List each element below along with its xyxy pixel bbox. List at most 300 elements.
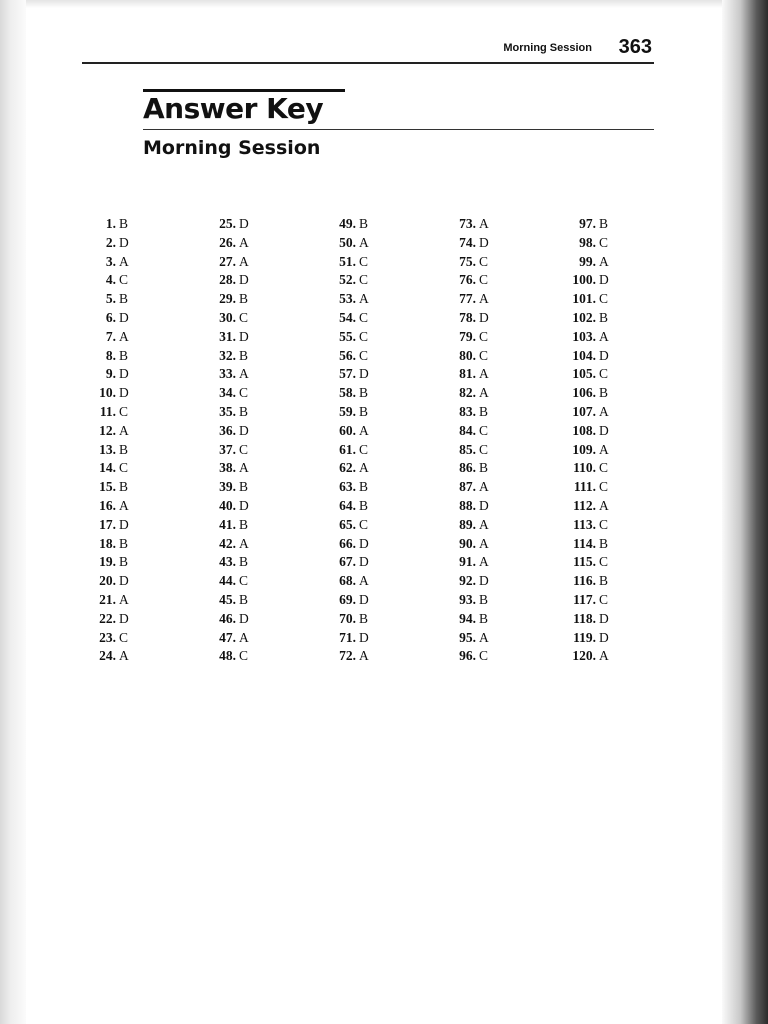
answer-item — [540, 572, 660, 591]
answer-item — [180, 497, 300, 516]
answer-letter: C — [599, 234, 609, 250]
answer-item — [540, 516, 660, 535]
question-number: 76. — [459, 272, 476, 288]
answer-item — [60, 422, 180, 441]
answer-letter: D — [119, 573, 129, 589]
answer-letter: B — [239, 403, 249, 419]
answer-letter: D — [359, 629, 369, 645]
question-number: 35. — [219, 403, 236, 419]
question-number: 79. — [459, 328, 476, 344]
question-number: 22. — [99, 610, 116, 626]
answer-item — [60, 215, 180, 234]
question-number: 68. — [339, 573, 356, 589]
answer-item — [60, 553, 180, 572]
question-number: 99. — [579, 253, 596, 269]
question-number: 7. — [105, 328, 116, 344]
answer-letter: D — [239, 216, 249, 231]
answer-letter: C — [239, 648, 249, 664]
answer-item — [300, 384, 420, 403]
question-number: 67. — [339, 554, 356, 570]
answer-item — [300, 610, 420, 629]
answer-letter: D — [479, 234, 489, 250]
answer-item — [300, 309, 420, 328]
answer-letter: D — [599, 610, 609, 626]
answer-item — [540, 309, 660, 328]
answer-item — [180, 234, 300, 253]
answer-letter: A — [479, 535, 489, 551]
question-number: 63. — [339, 479, 356, 495]
question-number: 45. — [219, 591, 236, 607]
question-number: 41. — [219, 516, 236, 532]
answer-item — [300, 591, 420, 610]
answer-item — [420, 365, 540, 384]
answer-letter: D — [119, 234, 129, 250]
answer-letter: C — [599, 591, 609, 607]
question-number: 119. — [573, 629, 596, 645]
answer-letter: D — [599, 629, 609, 645]
answer-item — [60, 535, 180, 554]
answer-letter: A — [479, 366, 489, 382]
answer-item — [300, 478, 420, 497]
question-number: 103. — [572, 328, 596, 344]
answer-item — [420, 328, 540, 347]
answer-letter: B — [359, 479, 369, 495]
answer-letter: A — [239, 460, 249, 476]
answer-letter: C — [119, 272, 129, 288]
question-number: 78. — [459, 309, 476, 325]
answer-letter: A — [239, 366, 249, 382]
question-number: 16. — [99, 497, 116, 513]
answer-item — [420, 347, 540, 366]
question-number: 65. — [339, 516, 356, 532]
question-number: 2. — [105, 234, 116, 250]
answer-letter: A — [359, 648, 369, 664]
answer-item — [60, 516, 180, 535]
answer-letter: C — [599, 460, 609, 476]
answer-item — [420, 572, 540, 591]
answer-letter: B — [119, 441, 129, 457]
question-number: 46. — [219, 610, 236, 626]
answer-letter: B — [119, 554, 129, 570]
question-number: 42. — [219, 535, 236, 551]
answer-letter: C — [479, 422, 489, 438]
question-number: 75. — [459, 253, 476, 269]
answer-item — [420, 403, 540, 422]
question-number: 23. — [99, 629, 116, 645]
question-number: 10. — [99, 385, 116, 401]
answer-letter: C — [479, 253, 489, 269]
answer-letter: A — [599, 497, 609, 513]
answer-letter: C — [479, 347, 489, 363]
answer-letter: A — [359, 573, 369, 589]
answer-letter: C — [479, 328, 489, 344]
question-number: 34. — [219, 385, 236, 401]
question-number: 4. — [105, 272, 116, 288]
answer-item — [60, 347, 180, 366]
answer-letter: D — [599, 422, 609, 438]
answer-letter: C — [119, 629, 129, 645]
answer-letter: C — [239, 309, 249, 325]
answer-item — [60, 309, 180, 328]
answer-letter: D — [479, 573, 489, 589]
question-number: 11. — [99, 403, 116, 419]
answer-item — [420, 535, 540, 554]
answer-item — [60, 478, 180, 497]
question-number: 38. — [219, 460, 236, 476]
answer-item — [60, 610, 180, 629]
answer-letter: B — [359, 497, 369, 513]
answer-item — [180, 459, 300, 478]
answer-item — [420, 478, 540, 497]
answer-item — [180, 441, 300, 460]
answer-letter: A — [479, 385, 489, 401]
question-number: 25. — [219, 216, 236, 231]
answer-letter: B — [239, 516, 249, 532]
answer-letter: A — [479, 291, 489, 307]
answer-letter: C — [119, 460, 129, 476]
question-number: 92. — [459, 573, 476, 589]
answer-letter: D — [359, 366, 369, 382]
answer-item — [540, 253, 660, 272]
answer-letter: A — [239, 234, 249, 250]
answer-item — [540, 610, 660, 629]
question-number: 56. — [339, 347, 356, 363]
question-number: 69. — [339, 591, 356, 607]
answer-item — [420, 422, 540, 441]
question-number: 36. — [219, 422, 236, 438]
answer-letter: B — [239, 554, 249, 570]
title-rule-bottom — [143, 129, 654, 130]
answer-item — [420, 384, 540, 403]
question-number: 85. — [459, 441, 476, 457]
question-number: 32. — [219, 347, 236, 363]
question-number: 5. — [105, 291, 116, 307]
answer-letter: D — [239, 328, 249, 344]
question-number: 106. — [572, 385, 596, 401]
answer-item — [180, 347, 300, 366]
answer-item — [420, 290, 540, 309]
question-number: 66. — [339, 535, 356, 551]
answer-item — [60, 253, 180, 272]
answer-column — [540, 215, 660, 666]
answer-item — [60, 290, 180, 309]
answer-item — [300, 234, 420, 253]
question-number: 117. — [573, 591, 596, 607]
question-number: 20. — [99, 573, 116, 589]
answer-letter: A — [479, 216, 489, 231]
question-number: 72. — [339, 648, 356, 664]
question-number: 49. — [339, 216, 356, 231]
answer-letter: B — [479, 610, 489, 626]
answer-letter: D — [239, 422, 249, 438]
answer-letter: A — [239, 535, 249, 551]
scan-left-edge — [0, 0, 26, 1024]
question-number: 59. — [339, 403, 356, 419]
answer-item — [540, 365, 660, 384]
answer-column — [420, 215, 540, 666]
answer-letter: A — [599, 648, 609, 664]
answer-item — [540, 535, 660, 554]
question-number: 43. — [219, 554, 236, 570]
answer-letter: A — [359, 422, 369, 438]
answer-item — [60, 403, 180, 422]
question-number: 90. — [459, 535, 476, 551]
answer-letter: A — [479, 479, 489, 495]
question-number: 97. — [579, 216, 596, 231]
answer-item — [420, 441, 540, 460]
question-number: 98. — [579, 234, 596, 250]
answer-item — [180, 478, 300, 497]
question-number: 95. — [459, 629, 476, 645]
answer-item — [60, 328, 180, 347]
answer-letter: B — [359, 385, 369, 401]
answer-letter: C — [599, 291, 609, 307]
answer-letter: B — [359, 610, 369, 626]
answer-item — [180, 422, 300, 441]
answer-letter: A — [119, 253, 129, 269]
question-number: 29. — [219, 291, 236, 307]
question-number: 105. — [572, 366, 596, 382]
answer-letter: D — [239, 497, 249, 513]
answer-letter: C — [359, 328, 369, 344]
answer-item — [420, 647, 540, 666]
question-number: 58. — [339, 385, 356, 401]
question-number: 110. — [573, 460, 596, 476]
answer-item — [300, 215, 420, 234]
answer-letter: A — [479, 629, 489, 645]
answer-item — [540, 347, 660, 366]
answer-letter: D — [119, 366, 129, 382]
answer-letter: D — [359, 535, 369, 551]
answer-item — [420, 497, 540, 516]
answer-letter: A — [119, 591, 129, 607]
question-number: 60. — [339, 422, 356, 438]
answer-item — [420, 553, 540, 572]
question-number: 96. — [459, 648, 476, 664]
answer-item — [540, 422, 660, 441]
answer-letter: D — [479, 497, 489, 513]
answer-item — [60, 591, 180, 610]
answer-item — [540, 459, 660, 478]
question-number: 6. — [105, 309, 116, 325]
answer-item — [180, 253, 300, 272]
answer-item — [540, 591, 660, 610]
answer-letter: C — [359, 516, 369, 532]
answer-item — [300, 347, 420, 366]
answer-item — [180, 629, 300, 648]
answer-letter: A — [359, 291, 369, 307]
answer-letter: C — [239, 573, 249, 589]
question-number: 52. — [339, 272, 356, 288]
answer-letter: C — [599, 554, 609, 570]
answer-item — [300, 535, 420, 554]
answer-letter: B — [599, 573, 609, 589]
answer-letter: D — [119, 516, 129, 532]
answer-item — [540, 290, 660, 309]
question-number: 53. — [339, 291, 356, 307]
answer-item — [60, 271, 180, 290]
answer-item — [300, 328, 420, 347]
answer-letter: B — [239, 591, 249, 607]
answer-letter: B — [479, 403, 489, 419]
answer-letter: B — [599, 535, 609, 551]
question-number: 91. — [459, 554, 476, 570]
question-number: 87. — [459, 479, 476, 495]
question-number: 57. — [339, 366, 356, 382]
question-number: 30. — [219, 309, 236, 325]
answer-letter: A — [479, 554, 489, 570]
answer-letter: C — [359, 441, 369, 457]
answer-item — [300, 365, 420, 384]
answer-letter: C — [359, 272, 369, 288]
answer-letter: B — [119, 535, 129, 551]
question-number: 101. — [572, 291, 596, 307]
question-number: 15. — [99, 479, 116, 495]
answer-item — [300, 253, 420, 272]
answer-item — [540, 553, 660, 572]
answer-letter: A — [359, 460, 369, 476]
question-number: 102. — [572, 309, 596, 325]
answer-letter: B — [239, 291, 249, 307]
answer-item — [180, 384, 300, 403]
answer-letter: C — [599, 366, 609, 382]
answer-letter: B — [119, 216, 129, 231]
section-subtitle: Morning Session — [143, 137, 321, 159]
question-number: 31. — [219, 328, 236, 344]
answer-item — [300, 271, 420, 290]
question-number: 50. — [339, 234, 356, 250]
answer-letter: A — [599, 253, 609, 269]
answer-letter: B — [479, 591, 489, 607]
question-number: 1. — [105, 216, 116, 231]
answer-letter: B — [119, 347, 129, 363]
answer-letter: C — [599, 516, 609, 532]
answer-item — [300, 553, 420, 572]
answer-item — [420, 629, 540, 648]
answer-item — [420, 516, 540, 535]
question-number: 14. — [99, 460, 116, 476]
question-number: 118. — [573, 610, 596, 626]
answer-item — [180, 516, 300, 535]
answer-letter: B — [599, 216, 609, 231]
answer-letter: D — [119, 610, 129, 626]
answer-item — [300, 572, 420, 591]
answer-letter: C — [239, 441, 249, 457]
answer-letter: C — [479, 272, 489, 288]
answer-column — [180, 215, 300, 666]
answer-column — [300, 215, 420, 666]
question-number: 28. — [219, 272, 236, 288]
question-number: 19. — [99, 554, 116, 570]
question-number: 24. — [99, 648, 116, 664]
question-number: 112. — [573, 497, 596, 513]
answer-item — [540, 629, 660, 648]
answer-letter: C — [479, 648, 489, 664]
answer-item — [180, 309, 300, 328]
question-number: 108. — [572, 422, 596, 438]
answer-column — [60, 215, 180, 666]
question-number: 3. — [105, 253, 116, 269]
answer-item — [540, 497, 660, 516]
answer-item — [540, 403, 660, 422]
question-number: 27. — [219, 253, 236, 269]
answer-letter: D — [119, 309, 129, 325]
question-number: 81. — [459, 366, 476, 382]
answer-item — [300, 290, 420, 309]
answer-item — [180, 553, 300, 572]
question-number: 80. — [459, 347, 476, 363]
question-number: 33. — [219, 366, 236, 382]
answer-letter: A — [599, 403, 609, 419]
question-number: 115. — [573, 554, 596, 570]
question-number: 13. — [99, 441, 116, 457]
question-number: 8. — [105, 347, 116, 363]
answer-item — [180, 365, 300, 384]
answer-item — [540, 478, 660, 497]
answer-letter: A — [119, 328, 129, 344]
answer-letter: C — [359, 347, 369, 363]
answer-item — [180, 215, 300, 234]
question-number: 55. — [339, 328, 356, 344]
answer-grid — [60, 215, 660, 666]
question-number: 64. — [339, 497, 356, 513]
answer-letter: A — [359, 234, 369, 250]
answer-item — [540, 215, 660, 234]
question-number: 88. — [459, 497, 476, 513]
answer-item — [60, 234, 180, 253]
answer-letter: C — [239, 385, 249, 401]
answer-item — [180, 403, 300, 422]
answer-item — [540, 328, 660, 347]
answer-letter: A — [239, 629, 249, 645]
answer-item — [180, 328, 300, 347]
answer-item — [60, 441, 180, 460]
question-number: 21. — [99, 591, 116, 607]
answer-letter: C — [119, 403, 129, 419]
question-number: 120. — [572, 648, 596, 664]
question-number: 48. — [219, 648, 236, 664]
question-number: 86. — [459, 460, 476, 476]
answer-letter: A — [119, 422, 129, 438]
question-number: 62. — [339, 460, 356, 476]
question-number: 89. — [459, 516, 476, 532]
answer-letter: A — [599, 328, 609, 344]
answer-item — [60, 365, 180, 384]
answer-item — [180, 610, 300, 629]
answer-item — [300, 441, 420, 460]
answer-item — [180, 591, 300, 610]
answer-letter: A — [479, 516, 489, 532]
answer-letter: C — [359, 309, 369, 325]
page-number: 363 — [618, 36, 652, 58]
answer-item — [180, 535, 300, 554]
answer-letter: D — [119, 385, 129, 401]
answer-item — [420, 234, 540, 253]
answer-letter: B — [239, 347, 249, 363]
answer-letter: C — [359, 253, 369, 269]
question-number: 114. — [573, 535, 596, 551]
answer-letter: B — [119, 479, 129, 495]
answer-letter: A — [239, 253, 249, 269]
answer-letter: B — [599, 385, 609, 401]
answer-item — [180, 572, 300, 591]
question-number: 109. — [572, 441, 596, 457]
question-number: 37. — [219, 441, 236, 457]
question-number: 18. — [99, 535, 116, 551]
answer-item — [300, 403, 420, 422]
answer-letter: C — [479, 441, 489, 457]
answer-letter: A — [119, 648, 129, 664]
